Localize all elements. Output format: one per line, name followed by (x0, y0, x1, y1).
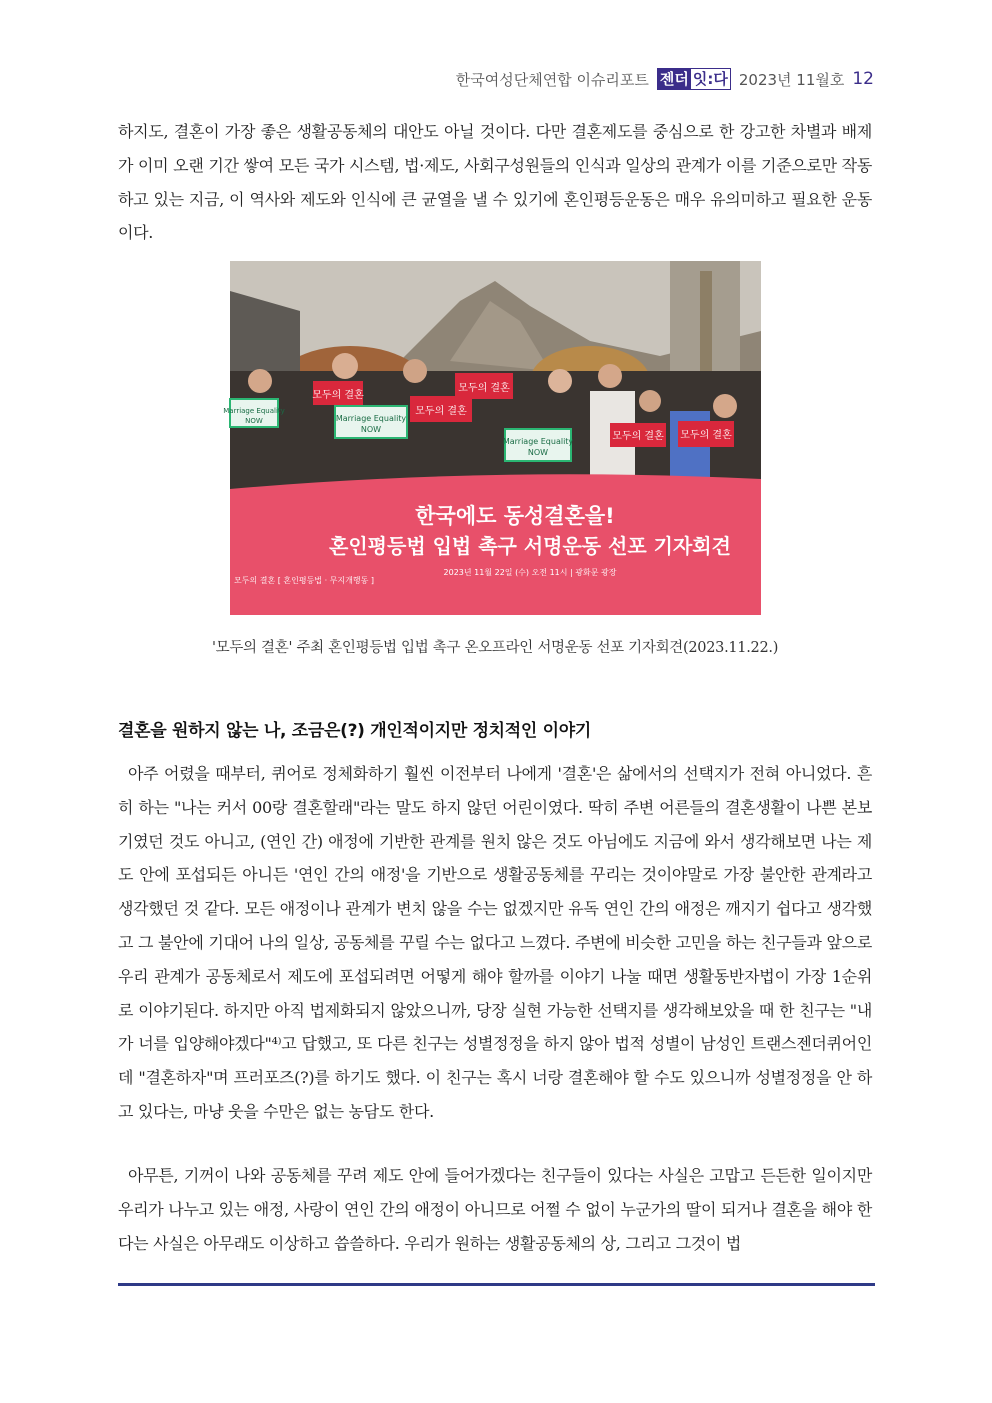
sign-text: Marriage Equality (223, 407, 285, 415)
paragraph-body-1: 아주 어렸을 때부터, 퀴어로 정체화하기 훨씬 이전부터 나에게 '결혼'은 삶에서의 선택지가 전혀 아니었다. 흔히 하는 "나는 커서 00랑 결혼할래"라는 말도 하지 않던 어린이였다. 딱히 주변 어른들의 결혼생활이 나쁜 본보기였던 것도 아니고, (연인 간) 애정에 기반한 관계를 원치 않은 것도 아님에도 지금에 와서 생각해보면 나는 제도 안에 포섭되든 아니든 '연인 간의 애정'을 기반으로 생활공동체를 꾸리는 것이야말로 가장 불안한 관계라고 생각했던 것 같다. 모든 애정이나 관계가 변치 않을 수는 없겠지만 유독 연인 간의 애정은 깨지기 쉽다고 생각했고 그 불안에 기대어 나의 일상, 공동체를 꾸릴 수는 없다고 느꼈다. 주변에 비슷한 고민을 하는 친구들과 앞으로 우리 관계가 공동체로서 제도에 포섭되려면 어떻게 해야 할까를 이야기 나눌 때면 생활동반자법이 가장 1순위로 이야기된다. 하지만 아직 법제화되지 않았으니까, 당장 실현 가능한 선택지를 생각해보았을 때 한 친구는 "내가 너를 입양해야겠다"⁴⁾고 답했고, 또 다른 친구는 성별정정을 하지 않아 법적 성별이 남성인 트랜스젠더퀴어인데 "결혼하자"며 프러포즈(?)를 하기도 했다. 이 친구는 혹시 너랑 결혼해야 할 수도 있으니까 성별정정을 안 하고 있다는, 마냥 웃을 수만은 없는 농담도 한다. (118, 764, 872, 1121)
brand-part2: 잇:다 (692, 70, 728, 88)
face (332, 353, 358, 379)
sign-now: NOW (360, 425, 382, 434)
face (403, 359, 427, 383)
face (598, 364, 622, 388)
sign-text: 모두의 결혼 (415, 406, 467, 417)
sign-text: Marriage Equality (335, 414, 407, 423)
face (639, 390, 661, 412)
face (548, 369, 572, 393)
sign-green (503, 429, 574, 461)
press-conference-photo (223, 261, 761, 615)
banner-date: 2023년 11월 22일 (수) 오전 11시 | 광화문 광장 (443, 568, 617, 577)
sign-red (455, 373, 513, 399)
brand-part1: 젠더 (659, 70, 689, 88)
brand-logo (657, 68, 731, 90)
sign-red (610, 423, 666, 447)
sign-text: 모두의 결혼 (612, 431, 664, 442)
face (713, 394, 737, 418)
face (248, 369, 272, 393)
sign-text: Marriage Equality (502, 437, 574, 446)
banner-line2: 혼인평등법 입법 촉구 서명운동 선포 기자회견 (329, 534, 731, 558)
banner-footer: 모두의 결혼 [ 혼인평등법 · 무지개행동 ] (234, 576, 374, 585)
sign-text: 모두의 결혼 (680, 430, 732, 441)
header-org: 한국여성단체연합 이슈리포트 (455, 70, 649, 89)
sign-green (223, 399, 285, 427)
page-header (456, 66, 874, 92)
sign-red (312, 381, 364, 405)
page-number: 12 (852, 69, 874, 89)
sign-green (335, 406, 407, 438)
sign-text: 모두의 결혼 (458, 383, 510, 394)
section-title: 결혼을 원하지 않는 나, 조금은(?) 개인적이지만 정치적인 이야기 (118, 721, 592, 741)
banner-line1: 한국에도 동성결혼을! (415, 504, 615, 528)
paragraph-body-2: 아무튼, 기꺼이 나와 공동체를 꾸려 제도 안에 들어가겠다는 친구들이 있다는 사실은 고맙고 든든한 일이지만 우리가 나누고 있는 애정, 사랑이 연인 간의 애정이 아니므로 어쩔 수 없이 누군가의 딸이 되거나 결혼을 해야 한다는 사실은 아무래도 이상하고 씁쓸하다. 우리가 원하는 생활공동체의 상, 그리고 그것이 법 (118, 1166, 872, 1253)
sign-red (410, 396, 472, 422)
header-issue: 2023년 11월호 (738, 70, 845, 89)
sign-text: 모두의 결혼 (312, 390, 364, 401)
sign-now: NOW (245, 417, 263, 425)
sign-now: NOW (527, 448, 549, 457)
photo-illustration (223, 261, 761, 615)
footer-rule (118, 1283, 875, 1286)
sign-red (678, 421, 734, 447)
paragraph-intro: 하지도, 결혼이 가장 좋은 생활공동체의 대안도 아닐 것이다. 다만 결혼제도를 중심으로 한 강고한 차별과 배제가 이미 오랜 기간 쌓여 모든 국가 시스템, 법·제도, 사회구성원들의 인식과 일상의 관계가 이를 기준으로만 작동하고 있는 지금, 이 역사와 제도와 인식에 큰 균열을 낼 수 있기에 혼인평등운동은 매우 유의미하고 필요한 운동이다. (118, 122, 872, 243)
photo-caption: '모두의 결혼' 주최 혼인평등법 입법 촉구 온오프라인 서명운동 선포 기자회견(2023.11.22.) (211, 640, 779, 656)
